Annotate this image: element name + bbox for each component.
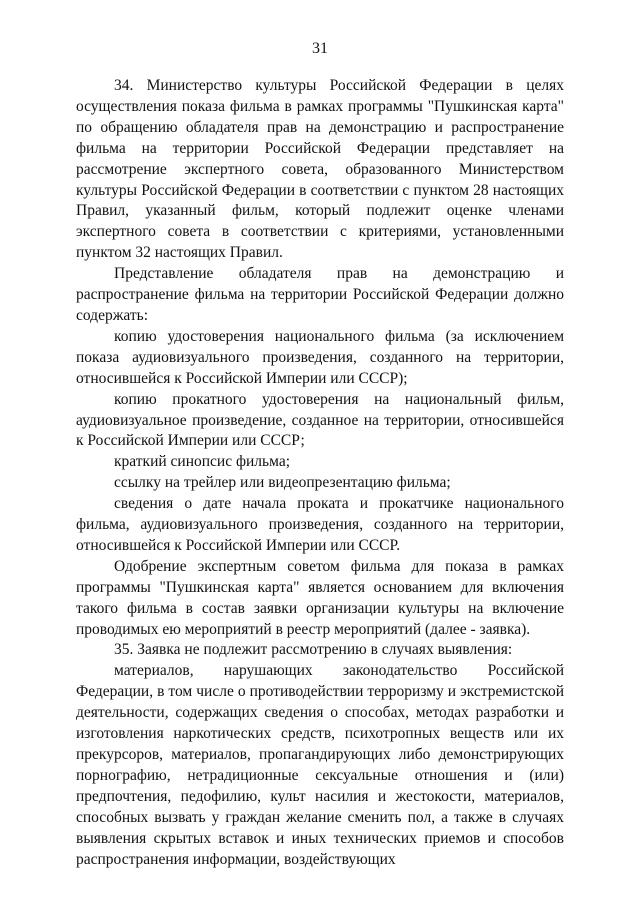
list-item-prohibited-materials: материалов, нарушающих законодательство Российской Федерации, в том числе о противодействии терроризму и экстремистской деятельности, содержащих сведения о способах, методах разработки и изготовления наркотических средств, психотропных веществ или их прекурсоров, материалов, пропагандирующих либо демонстрирующих порнографию, нетрадиционные сексуальные отношения и (или) предпочтения, педофилию, культ насилия и жестокости, материалов, способных вызвать у граждан желание сменить пол, а также в случаях выявления скрытых вставок и иных технических приемов и способов распространения информации, воздействующих (76, 662, 564, 868)
list-item-synopsis: краткий синопсис фильма; (114, 453, 291, 471)
paragraph-34: 34. Министерство культуры Российской Федерации в целях осуществления показа фильма в рамках программы "Пушкинская карта" по обращению обладателя прав на демонстрацию и распространение фильма на территории Российской Федерации представляет на рассмотрение экспертного совета, образованного Министерством культуры Российской Федерации в соответствии с пунктом 28 настоящих Правил, указанный фильм, который подлежит оценке членами экспертного совета в соответствии с критериями, установленными пунктом 32 настоящих Правил. (76, 77, 564, 262)
paragraph-35: 35. Заявка не подлежит рассмотрению в случаях выявления: (114, 641, 513, 659)
list-item-trailer-link: ссылку на трейлер или видеопрезентацию фильма; (114, 474, 451, 492)
document-body (76, 76, 564, 870)
list-item-distribution-certificate: копию прокатного удостоверения на национальный фильм, аудиовизуальное произведение, созданное на территории, относившейся к Российской Империи или СССР; (76, 390, 564, 450)
list-item-release-info: сведения о дате начала проката и прокатчике национального фильма, аудиовизуального произведения, созданного на территории, относившейся к Российской Империи или СССР. (76, 495, 564, 554)
paragraph-approval: Одобрение экспертным советом фильма для показа в рамках программы "Пушкинская карта" является основанием для включения такого фильма в состав заявки организации культуры на включение проводимых ею мероприятий в реестр мероприятий (далее - заявка). (76, 557, 564, 638)
paragraph-submission-requirements: Представление обладателя прав на демонстрацию и распространение фильма на территории Российской Федерации должно содержать: (76, 265, 564, 324)
list-item-national-film-certificate: копию удостоверения национального фильма (за исключением показа аудиовизуального произведения, созданного на территории, относившейся к Российской Империи или СССР); (76, 327, 564, 387)
page-number: 31 (312, 40, 328, 57)
